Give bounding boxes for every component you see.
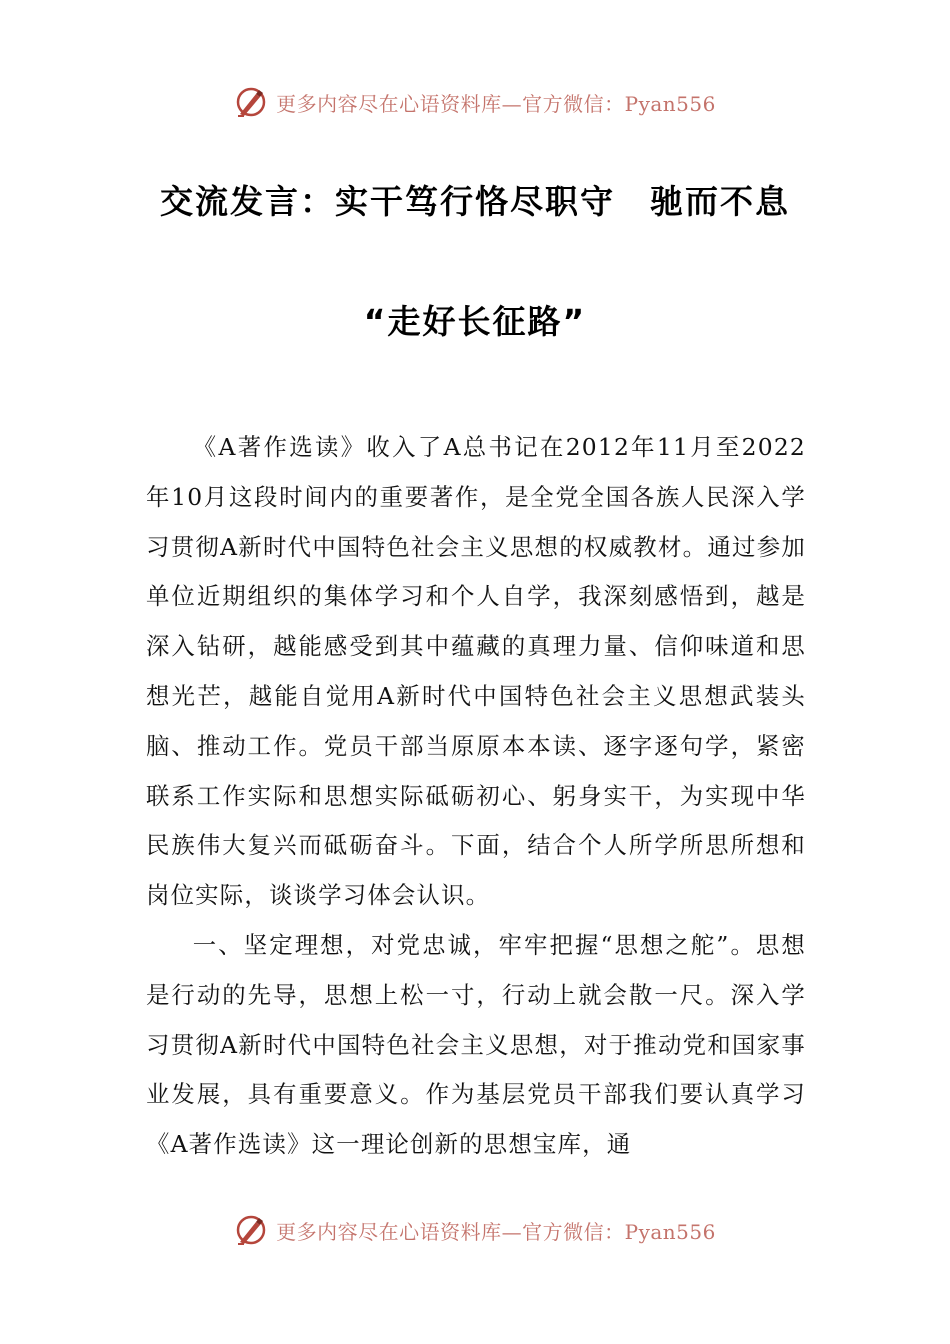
paragraph-section-one: 一、坚定理想，对党忠诚，牢牢把握“思想之舵”。思想是行动的先导，思想上松一寸，行动上就会散一尺。深入学习贯彻A新时代中国特色社会主义思想，对于推动党和国家事业发展，具有重要意义。作为基层党员干部我们要认真学习《A著作选读》这一理论创新的思想宝库，通 xyxy=(146,930,806,1159)
document-title-line-2: “走好长征路” xyxy=(363,302,587,341)
watermark-header xyxy=(0,82,950,122)
watermark-header-text: 更多内容尽在心语资料库—官方微信：Pyan556 xyxy=(276,91,716,116)
document-body xyxy=(146,423,806,1170)
watermark-footer-text: 更多内容尽在心语资料库—官方微信：Pyan556 xyxy=(276,1219,716,1244)
watermark-footer xyxy=(0,1210,950,1250)
paragraph-intro: 《A著作选读》收入了A总书记在2012年11月至2022年10月这段时间内的重要著作，是全党全国各族人民深入学习贯彻A新时代中国特色社会主义思想的权威教材。通过参加单位近期组织的集体学习和个人自学，我深刻感悟到，越是深入钻研，越能感受到其中蕴藏的真理力量、信仰味道和思想光芒，越能自觉用A新时代中国特色社会主义思想武装头脑、推动工作。党员干部当原原本本读、逐字逐句学，紧密联系工作实际和思想实际砥砺初心、躬身实干，为实现中华民族伟大复兴而砥砺奋斗。下面，结合个人所学所思所想和岗位实际，谈谈学习体会认识。 xyxy=(146,433,806,910)
pen-logo-icon xyxy=(234,85,268,119)
document-title-line-1: 交流发言：实干笃行恪尽职守 驰而不息 xyxy=(160,182,790,221)
pen-logo-icon xyxy=(234,1213,268,1247)
